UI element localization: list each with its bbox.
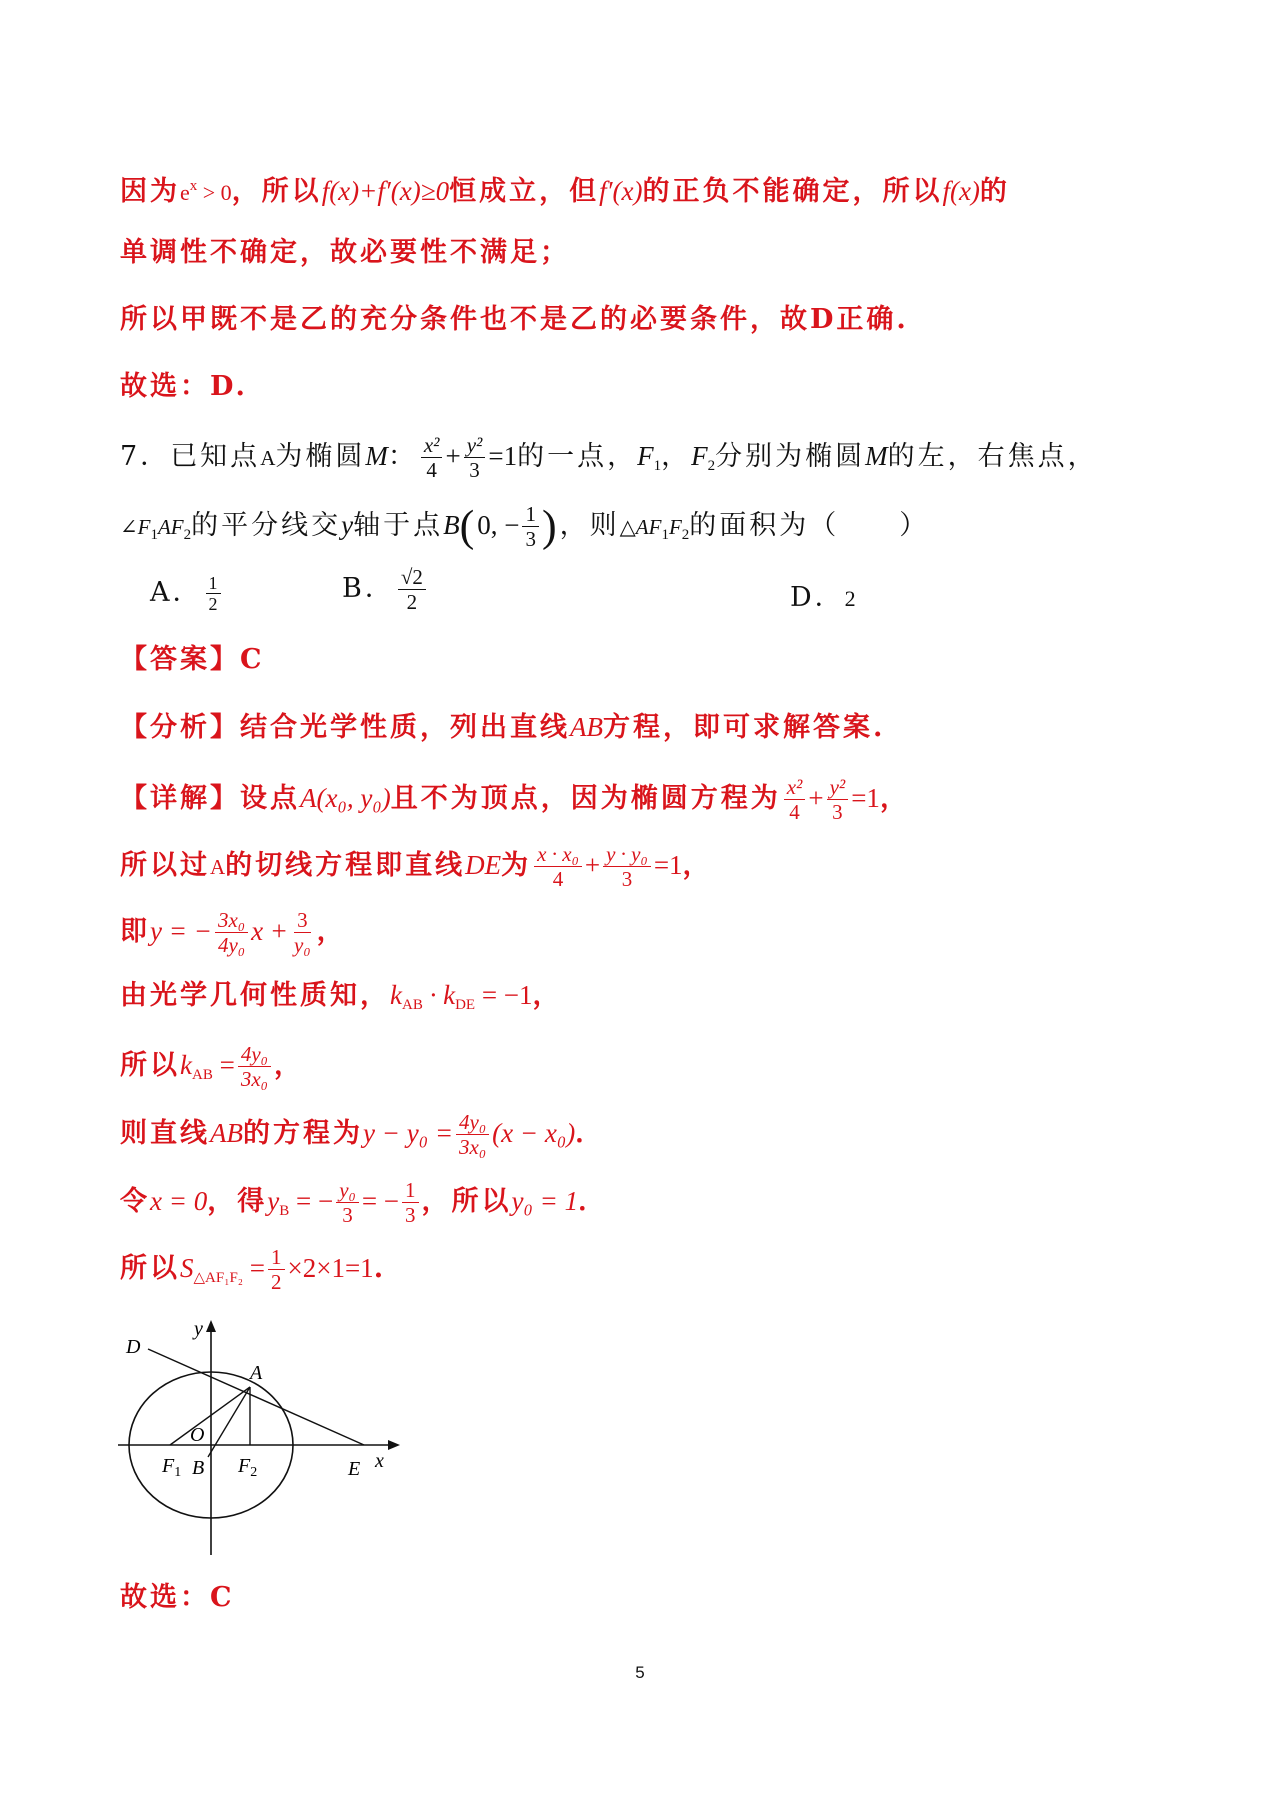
proof-line-1	[120, 166, 1010, 213]
detail-line-4: 由光学几何性质知，$k_{AB} \cdot k_{DE} = -1$，	[120, 980, 563, 1013]
math-expr: f′(x)	[599, 176, 643, 206]
math-exp: $e^x > 0$	[180, 178, 232, 205]
segment-a-b	[208, 1387, 250, 1457]
text: ，所以	[231, 176, 322, 207]
detail-line-2: 所以过A的切线方程即直线DE为 $\frac{\text{x · x₀}}{4}$ + $\frac{\text{y · y₀}}{3}$ =1，	[120, 842, 713, 891]
text: 因为	[120, 176, 180, 207]
detail-line-1: 【详解】设点A(x₀, y₀)且不为顶点，因为椭圆方程为 $\frac{\text{x²}}{4}$ + $\frac{\text{y²}}{3}$ =1，	[120, 775, 910, 824]
option-a: A． $\frac{1}{2}$	[150, 570, 224, 614]
fraction: $\frac{\text{y²}}{3}$	[464, 433, 486, 482]
analysis-label: 【分析】	[120, 712, 240, 743]
proof-line-2: 单调性不确定，故必要性不满足；	[120, 237, 570, 268]
ellipse-figure	[110, 1315, 410, 1560]
segment-a-f1	[170, 1387, 250, 1445]
label-f2: $F_2$	[238, 1455, 258, 1480]
x-axis-arrow	[388, 1440, 400, 1450]
page-number: 5	[635, 1663, 645, 1682]
angle-expr: $\angle F_1AF_2$	[120, 515, 192, 543]
option-d: D．2	[790, 582, 856, 613]
answer-label: 【答案】	[120, 644, 240, 675]
question-line-2: $\angle F_1AF_2$的平分线交y轴于点B(0, − $\frac{1}{3}$ )，则$\triangle AF_1F_2$的面积为（ ）	[120, 501, 930, 551]
proof-line-4: 故选：D.	[120, 371, 248, 402]
triangle-expr: $\triangle AF_1F_2$	[619, 515, 690, 543]
proof-line-3: 所以甲既不是乙的充分条件也不是乙的必要条件，故D正确.	[120, 304, 909, 335]
label-a: A	[250, 1362, 263, 1384]
answer-value: C	[240, 644, 265, 675]
label-x: x	[375, 1450, 384, 1472]
analysis-line: 【分析】结合光学性质，列出直线AB方程，即可求解答案.	[120, 712, 886, 743]
y-axis-arrow	[206, 1320, 216, 1332]
detail-line-7: 令x = 0，得$y_B$ = − $\frac{\text{y₀}}{3}$ = − $\frac{1}{3}$ ，所以y₀ = 1．	[120, 1178, 609, 1227]
fraction: $\frac{1}{3}$	[522, 502, 539, 551]
question-line-1: 7．已知点A为椭圆M： $\frac{\text{x²}}{4}$ + $\frac{\text{y²}}{3}$ =1的一点，$F_1$，$F_2$分别为椭圆M的左，右焦点，	[120, 433, 1098, 482]
detail-line-5: 所以$k_{AB}$ = $\frac{\text{4y₀}}{\text{3x₀}}$ ，	[120, 1042, 304, 1091]
label-e: E	[348, 1458, 361, 1480]
label-b: B	[192, 1457, 205, 1479]
math-expr: f(x)+f′(x)≥0	[321, 176, 450, 206]
answer-line	[120, 640, 265, 680]
text: 的正负不能确定，所以	[642, 176, 943, 207]
label-o: O	[190, 1424, 205, 1446]
label-y: y	[194, 1318, 203, 1340]
text: 的	[979, 176, 1010, 207]
detail-line-8: 所以$S_{\triangle AF_1F_2}$ = $\frac{1}{2}$ ×2×1=1.	[120, 1245, 387, 1294]
math-expr: f(x)	[942, 176, 980, 206]
label-d: D	[126, 1336, 141, 1358]
final-answer: 故选：C	[120, 1582, 235, 1613]
detail-line-6: 则直线AB的方程为y − y₀ = $\frac{\text{4y₀}}{\text{3x₀}}$ (x − x₀)．	[120, 1110, 606, 1159]
label-f1: $F_1$	[162, 1455, 182, 1480]
detail-label: 【详解】	[120, 783, 240, 814]
fraction: $\frac{\text{x²}}{4}$	[421, 433, 443, 482]
option-b: B． $\frac{√2}{2}$	[342, 565, 429, 614]
text: 恒成立，但	[449, 176, 600, 207]
question-number: 7．	[120, 441, 171, 472]
detail-line-3: 即y = − $\frac{\text{3x₀}}{\text{4y₀}}$ x + $\frac{3}{\text{y₀}}$ ，	[120, 908, 347, 957]
